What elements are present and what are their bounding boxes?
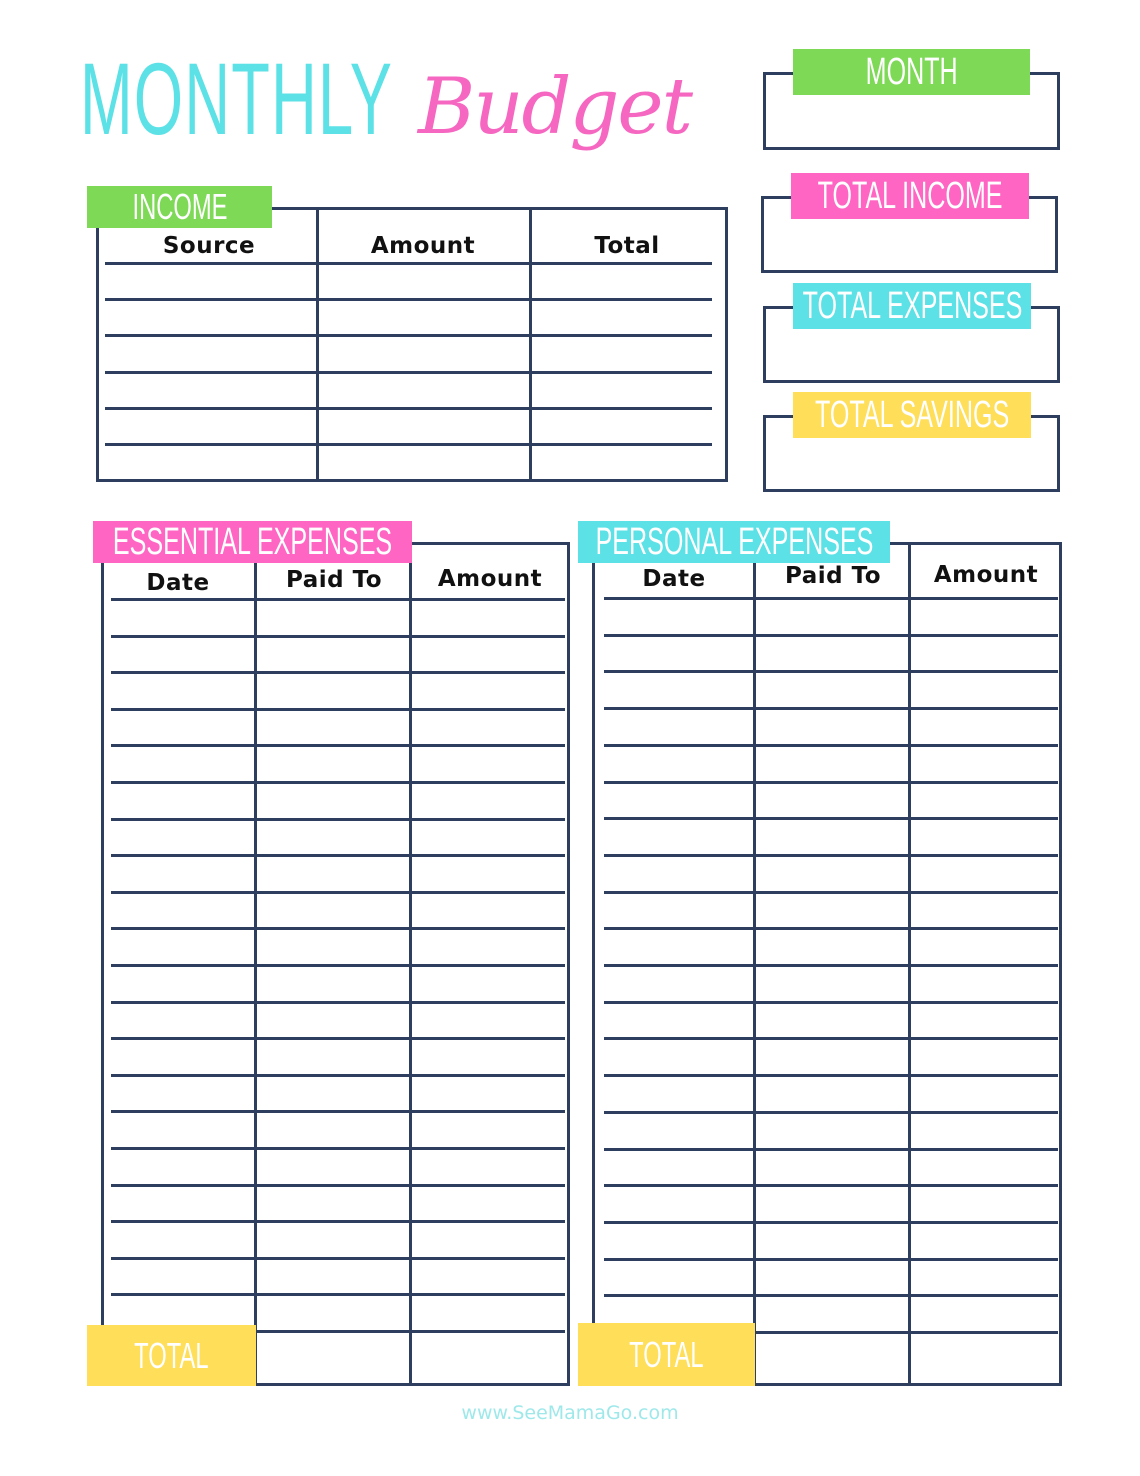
personal-row-9-paid-to-field[interactable] xyxy=(757,894,907,928)
personal-row-2-date-field[interactable] xyxy=(604,637,752,671)
essential-row-17-date-field[interactable] xyxy=(111,1187,253,1221)
essential-row-6-paid-to-field[interactable] xyxy=(258,784,408,818)
personal-row-3-amount-field[interactable] xyxy=(912,673,1058,707)
personal-row-12-paid-to-field[interactable] xyxy=(757,1004,907,1038)
personal-row-16-amount-field[interactable] xyxy=(912,1151,1058,1185)
personal-row-2-paid-to-field[interactable] xyxy=(757,637,907,671)
income-row-5-amount-field[interactable] xyxy=(320,410,528,443)
essential-row-2-paid-to-field[interactable] xyxy=(258,638,408,672)
personal-row-10-paid-to-field[interactable] xyxy=(757,930,907,964)
essential-row-13-paid-to-field[interactable] xyxy=(258,1040,408,1074)
personal-row-8-date-field[interactable] xyxy=(604,857,752,891)
essential-row-14-date-field[interactable] xyxy=(111,1077,253,1111)
personal-col-date: Date xyxy=(642,566,706,592)
essential-row-14-amount-field[interactable] xyxy=(413,1077,565,1111)
essential-row-10-amount-field[interactable] xyxy=(413,930,565,964)
essential-row-19-amount-field[interactable] xyxy=(413,1260,565,1294)
essential-row-13-date-field[interactable] xyxy=(111,1040,253,1074)
row-rule xyxy=(256,1330,565,1333)
essential-row-6-date-field[interactable] xyxy=(111,784,253,818)
essential-row-15-amount-field[interactable] xyxy=(413,1113,565,1147)
income-col-source: Source xyxy=(162,233,256,259)
essential-row-12-amount-field[interactable] xyxy=(413,1004,565,1038)
essential-row-17-amount-field[interactable] xyxy=(413,1187,565,1221)
essential-row-10-date-field[interactable] xyxy=(111,930,253,964)
personal-row-18-date-field[interactable] xyxy=(604,1224,752,1258)
essential-row-16-paid-to-field[interactable] xyxy=(258,1150,408,1184)
essential-row-17-paid-to-field[interactable] xyxy=(258,1187,408,1221)
personal-row-16-date-field[interactable] xyxy=(604,1151,752,1185)
personal-total-label: TOTAL xyxy=(578,1323,755,1386)
personal-total-paid-to-field[interactable] xyxy=(757,1335,907,1383)
personal-row-4-amount-field[interactable] xyxy=(912,710,1058,744)
personal-row-12-date-field[interactable] xyxy=(604,1004,752,1038)
essential-row-11-amount-field[interactable] xyxy=(413,967,565,1001)
essential-expenses-label: ESSENTIAL EXPENSES xyxy=(93,521,412,563)
personal-row-5-date-field[interactable] xyxy=(604,747,752,781)
essential-row-19-paid-to-field[interactable] xyxy=(258,1260,408,1294)
essential-row-5-paid-to-field[interactable] xyxy=(258,747,408,781)
essential-row-2-date-field[interactable] xyxy=(111,638,253,672)
personal-row-16-paid-to-field[interactable] xyxy=(757,1151,907,1185)
personal-row-15-date-field[interactable] xyxy=(604,1114,752,1148)
essential-row-11-paid-to-field[interactable] xyxy=(258,967,408,1001)
personal-row-7-paid-to-field[interactable] xyxy=(757,820,907,854)
essential-row-9-amount-field[interactable] xyxy=(413,894,565,928)
essential-row-14-paid-to-field[interactable] xyxy=(258,1077,408,1111)
personal-row-13-amount-field[interactable] xyxy=(912,1040,1058,1074)
essential-row-20-amount-field[interactable] xyxy=(413,1296,565,1330)
personal-row-5-amount-field[interactable] xyxy=(912,747,1058,781)
month-label: MONTH xyxy=(793,49,1030,95)
essential-row-4-amount-field[interactable] xyxy=(413,711,565,745)
essential-total-label: TOTAL xyxy=(87,1325,256,1386)
essential-row-19-date-field[interactable] xyxy=(111,1260,253,1294)
personal-row-15-amount-field[interactable] xyxy=(912,1114,1058,1148)
personal-row-1-amount-field[interactable] xyxy=(912,600,1058,634)
income-col-amount: Amount xyxy=(370,233,476,259)
personal-row-18-paid-to-field[interactable] xyxy=(757,1224,907,1258)
personal-row-19-date-field[interactable] xyxy=(604,1261,752,1295)
row-rule xyxy=(105,479,712,482)
essential-row-9-paid-to-field[interactable] xyxy=(258,894,408,928)
essential-col-divider-1 xyxy=(254,563,257,1385)
personal-row-15-paid-to-field[interactable] xyxy=(757,1114,907,1148)
income-row-3-total-field[interactable] xyxy=(533,337,712,370)
personal-row-7-amount-field[interactable] xyxy=(912,820,1058,854)
personal-row-13-paid-to-field[interactable] xyxy=(757,1040,907,1074)
personal-row-4-date-field[interactable] xyxy=(604,710,752,744)
essential-row-15-date-field[interactable] xyxy=(111,1113,253,1147)
personal-row-19-paid-to-field[interactable] xyxy=(757,1261,907,1295)
essential-row-20-paid-to-field[interactable] xyxy=(258,1296,408,1330)
page-title: MONTHLY xyxy=(80,42,394,156)
essential-col-date: Date xyxy=(146,570,210,596)
personal-row-6-date-field[interactable] xyxy=(604,784,752,818)
income-row-2-amount-field[interactable] xyxy=(320,301,528,334)
essential-total-paid-to-field[interactable] xyxy=(258,1335,408,1383)
personal-row-10-amount-field[interactable] xyxy=(912,930,1058,964)
essential-col-amount: Amount xyxy=(437,566,543,592)
personal-row-17-amount-field[interactable] xyxy=(912,1187,1058,1221)
personal-row-14-paid-to-field[interactable] xyxy=(757,1077,907,1111)
income-label: INCOME xyxy=(87,186,272,228)
personal-row-14-amount-field[interactable] xyxy=(912,1077,1058,1111)
personal-row-17-date-field[interactable] xyxy=(604,1187,752,1221)
personal-col-amount: Amount xyxy=(933,562,1039,588)
personal-expenses-label: PERSONAL EXPENSES xyxy=(578,521,890,563)
personal-row-2-amount-field[interactable] xyxy=(912,637,1058,671)
income-row-4-amount-field[interactable] xyxy=(320,374,528,407)
essential-col-paid-to: Paid To xyxy=(285,567,383,593)
essential-row-7-date-field[interactable] xyxy=(111,821,253,855)
essential-row-1-paid-to-field[interactable] xyxy=(258,601,408,635)
essential-row-6-amount-field[interactable] xyxy=(413,784,565,818)
personal-row-20-amount-field[interactable] xyxy=(912,1297,1058,1331)
income-row-6-source-field[interactable] xyxy=(105,446,315,479)
essential-row-7-amount-field[interactable] xyxy=(413,821,565,855)
page-title-script: Budget xyxy=(418,62,691,152)
essential-row-5-date-field[interactable] xyxy=(111,747,253,781)
essential-row-12-date-field[interactable] xyxy=(111,1004,253,1038)
income-row-4-source-field[interactable] xyxy=(105,374,315,407)
personal-row-6-amount-field[interactable] xyxy=(912,784,1058,818)
personal-row-3-date-field[interactable] xyxy=(604,673,752,707)
income-row-5-total-field[interactable] xyxy=(533,410,712,443)
personal-col-divider-1 xyxy=(753,563,756,1385)
essential-row-2-amount-field[interactable] xyxy=(413,638,565,672)
essential-row-16-date-field[interactable] xyxy=(111,1150,253,1184)
essential-row-8-paid-to-field[interactable] xyxy=(258,857,408,891)
personal-total-amount-field[interactable] xyxy=(912,1335,1060,1383)
income-row-2-total-field[interactable] xyxy=(533,301,712,334)
personal-row-12-amount-field[interactable] xyxy=(912,1004,1058,1038)
personal-row-8-amount-field[interactable] xyxy=(912,857,1058,891)
total-expenses-label: TOTAL EXPENSES xyxy=(793,283,1031,329)
personal-row-20-paid-to-field[interactable] xyxy=(757,1297,907,1331)
personal-row-11-date-field[interactable] xyxy=(604,967,752,1001)
personal-row-17-paid-to-field[interactable] xyxy=(757,1187,907,1221)
essential-row-3-paid-to-field[interactable] xyxy=(258,674,408,708)
income-row-3-source-field[interactable] xyxy=(105,337,315,370)
essential-total-amount-field[interactable] xyxy=(413,1335,567,1383)
personal-row-10-date-field[interactable] xyxy=(604,930,752,964)
personal-row-8-paid-to-field[interactable] xyxy=(757,857,907,891)
income-row-4-total-field[interactable] xyxy=(533,374,712,407)
essential-row-11-date-field[interactable] xyxy=(111,967,253,1001)
essential-row-18-paid-to-field[interactable] xyxy=(258,1223,408,1257)
total-income-label: TOTAL INCOME xyxy=(791,173,1029,219)
income-row-1-total-field[interactable] xyxy=(533,265,712,298)
essential-row-1-date-field[interactable] xyxy=(111,601,253,635)
personal-row-14-date-field[interactable] xyxy=(604,1077,752,1111)
footer-website: www.SeeMamaGo.com xyxy=(461,1402,679,1424)
income-row-5-source-field[interactable] xyxy=(105,410,315,443)
essential-row-8-amount-field[interactable] xyxy=(413,857,565,891)
personal-row-1-paid-to-field[interactable] xyxy=(757,600,907,634)
personal-row-19-amount-field[interactable] xyxy=(912,1261,1058,1295)
personal-col-paid-to: Paid To xyxy=(784,563,882,589)
personal-row-6-paid-to-field[interactable] xyxy=(757,784,907,818)
essential-row-1-amount-field[interactable] xyxy=(413,601,565,635)
essential-row-10-paid-to-field[interactable] xyxy=(258,930,408,964)
personal-row-1-date-field[interactable] xyxy=(604,600,752,634)
personal-row-11-paid-to-field[interactable] xyxy=(757,967,907,1001)
personal-row-13-date-field[interactable] xyxy=(604,1040,752,1074)
income-row-6-total-field[interactable] xyxy=(533,446,712,479)
personal-row-7-date-field[interactable] xyxy=(604,820,752,854)
income-row-1-source-field[interactable] xyxy=(105,265,315,298)
personal-row-3-paid-to-field[interactable] xyxy=(757,673,907,707)
income-row-2-source-field[interactable] xyxy=(105,301,315,334)
essential-row-8-date-field[interactable] xyxy=(111,857,253,891)
income-col-total: Total xyxy=(594,233,660,259)
total-savings-label: TOTAL SAVINGS xyxy=(793,392,1031,438)
personal-row-9-amount-field[interactable] xyxy=(912,894,1058,928)
personal-row-4-paid-to-field[interactable] xyxy=(757,710,907,744)
essential-row-3-amount-field[interactable] xyxy=(413,674,565,708)
essential-row-4-paid-to-field[interactable] xyxy=(258,711,408,745)
essential-row-12-paid-to-field[interactable] xyxy=(258,1004,408,1038)
personal-row-11-amount-field[interactable] xyxy=(912,967,1058,1001)
essential-row-16-amount-field[interactable] xyxy=(413,1150,565,1184)
personal-row-5-paid-to-field[interactable] xyxy=(757,747,907,781)
essential-row-15-paid-to-field[interactable] xyxy=(258,1113,408,1147)
essential-row-3-date-field[interactable] xyxy=(111,674,253,708)
essential-row-13-amount-field[interactable] xyxy=(413,1040,565,1074)
essential-row-4-date-field[interactable] xyxy=(111,711,253,745)
income-row-1-amount-field[interactable] xyxy=(320,265,528,298)
essential-row-18-date-field[interactable] xyxy=(111,1223,253,1257)
personal-row-9-date-field[interactable] xyxy=(604,894,752,928)
row-rule xyxy=(755,1331,1058,1334)
essential-row-18-amount-field[interactable] xyxy=(413,1223,565,1257)
essential-row-9-date-field[interactable] xyxy=(111,894,253,928)
personal-row-18-amount-field[interactable] xyxy=(912,1224,1058,1258)
income-row-6-amount-field[interactable] xyxy=(320,446,528,479)
essential-row-5-amount-field[interactable] xyxy=(413,747,565,781)
income-row-3-amount-field[interactable] xyxy=(320,337,528,370)
essential-row-7-paid-to-field[interactable] xyxy=(258,821,408,855)
